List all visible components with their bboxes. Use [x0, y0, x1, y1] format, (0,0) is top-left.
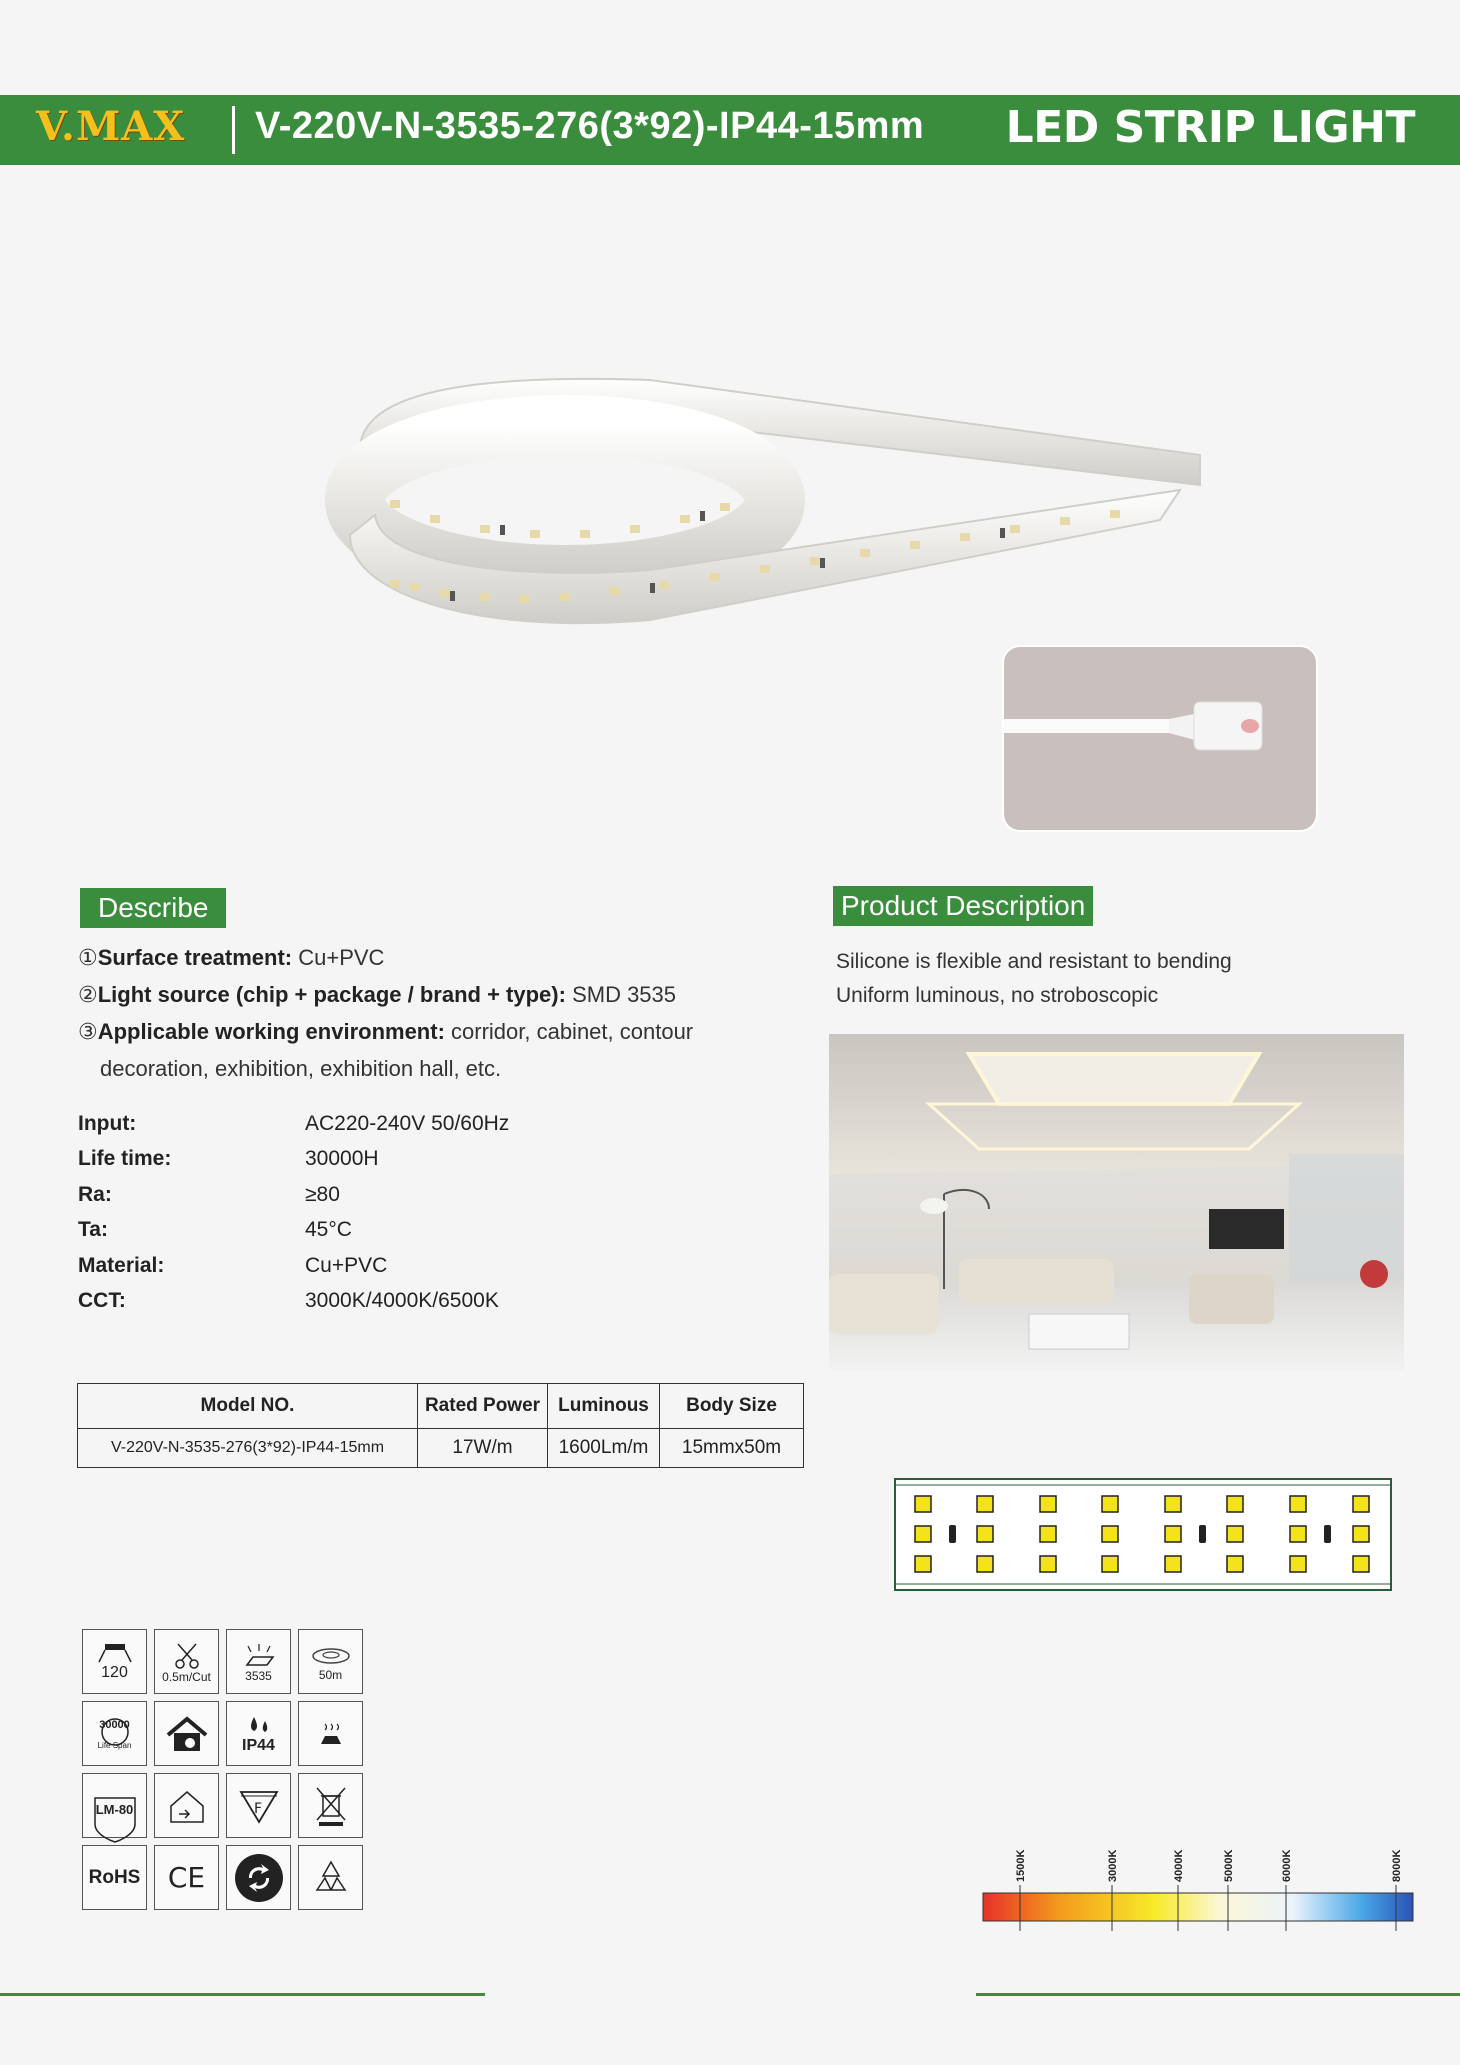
led-chip — [1102, 1496, 1118, 1512]
led-chip — [1353, 1556, 1369, 1572]
model-table-header — [78, 1384, 804, 1429]
connector-photo — [1002, 645, 1318, 832]
indoor-use-icon — [154, 1773, 219, 1838]
f-mark-icon — [226, 1773, 291, 1838]
cct-tick-label: 4000K — [1173, 1849, 1185, 1882]
cct-tick-label: 3000K — [1107, 1849, 1119, 1882]
resistor — [1199, 1525, 1206, 1543]
waterproof-icon — [226, 1701, 291, 1766]
led-chip — [1227, 1556, 1243, 1572]
product-description-text — [836, 945, 1232, 1013]
living-room-photo — [829, 1034, 1404, 1370]
life-hours: 30000 — [99, 1719, 130, 1731]
spec-label: Input: — [78, 1111, 137, 1135]
led-chip — [1102, 1556, 1118, 1572]
item-value: Cu+PVC — [292, 945, 385, 970]
footer-line-right — [976, 1993, 1460, 1996]
chip-3535-icon — [226, 1629, 291, 1694]
led-chip — [977, 1556, 993, 1572]
spec-row — [78, 1177, 509, 1213]
spec-label: Ta: — [78, 1218, 108, 1242]
led-chip — [1353, 1496, 1369, 1512]
product-description-line: Uniform luminous, no stroboscopic — [836, 984, 1159, 1007]
describe-item-3 — [78, 1019, 778, 1056]
spec-row — [78, 1248, 509, 1284]
ip-rating: IP44 — [242, 1736, 275, 1754]
spec-row — [78, 1284, 509, 1320]
item-number: ① — [78, 945, 98, 970]
spec-row — [78, 1213, 509, 1249]
cct-tick-label: 8000K — [1391, 1849, 1403, 1882]
rohs-icon — [82, 1845, 147, 1910]
green-dot-icon — [226, 1845, 291, 1910]
led-chip — [915, 1556, 931, 1572]
weee-bin-icon — [298, 1773, 363, 1838]
reel-length-icon — [298, 1629, 363, 1694]
header-model-no: Model NO. — [78, 1384, 418, 1429]
product-description-tag: Product Description — [833, 886, 1093, 926]
led-chip — [977, 1496, 993, 1512]
header-rated-power: Rated Power — [418, 1384, 548, 1429]
scissors-icon — [154, 1629, 219, 1694]
table-row — [78, 1429, 804, 1468]
beam-angle-value: 120 — [101, 1663, 128, 1681]
item-value: SMD 3535 — [565, 982, 677, 1007]
feature-icons-grid — [82, 1629, 363, 1910]
header-divider — [232, 106, 235, 154]
spec-row — [78, 1106, 509, 1142]
heat-resistant-icon — [298, 1701, 363, 1766]
spec-table — [78, 1106, 509, 1319]
reel-length: 50m — [318, 1667, 343, 1682]
life-span-label: Life Span — [97, 1741, 132, 1750]
ce-text: CE — [167, 1861, 206, 1894]
led-chip — [915, 1496, 931, 1512]
item-label: Surface treatment: — [97, 945, 293, 970]
led-chip — [1165, 1496, 1181, 1512]
led-chip — [1040, 1556, 1056, 1572]
item-number: ③ — [78, 1019, 98, 1044]
cct-tick-label: 5000K — [1223, 1849, 1235, 1882]
chip-value: 3535 — [245, 1668, 272, 1683]
led-chip — [1227, 1526, 1243, 1542]
led-chip — [1227, 1496, 1243, 1512]
led-chip — [1290, 1496, 1306, 1512]
ce-mark-icon — [154, 1845, 219, 1910]
spec-value: AC220-240V 50/60Hz — [305, 1111, 510, 1135]
led-strip-photo — [320, 365, 1220, 665]
cct-color-scale — [980, 1830, 1420, 1935]
beam-angle-icon — [82, 1629, 147, 1694]
led-chip — [1165, 1526, 1181, 1542]
spec-value: ≥80 — [305, 1182, 340, 1206]
footer-line-left — [0, 1993, 485, 1996]
led-chip — [1290, 1556, 1306, 1572]
item-label: Applicable working environment: — [97, 1019, 445, 1044]
svg-text:F: F — [253, 1800, 262, 1817]
cell-rated-power: 17W/m — [418, 1429, 548, 1468]
model-table — [77, 1383, 804, 1468]
spec-label: Ra: — [78, 1182, 112, 1206]
cell-luminous: 1600Lm/m — [548, 1429, 660, 1468]
item-value: corridor, cabinet, contour — [444, 1019, 694, 1044]
product-type-title: LED STRIP LIGHT — [1005, 102, 1415, 153]
item-label: Light source (chip + package / brand + type): — [97, 982, 566, 1007]
spec-label: Life time: — [78, 1147, 172, 1171]
header-body-size: Body Size — [660, 1384, 804, 1429]
item-number: ② — [78, 982, 98, 1007]
led-chip — [1040, 1496, 1056, 1512]
spec-value: 45°C — [305, 1218, 352, 1242]
spec-row — [78, 1142, 509, 1178]
led-chip — [1165, 1556, 1181, 1572]
spec-value: 30000H — [305, 1147, 379, 1171]
indoor-home-icon — [154, 1701, 219, 1766]
describe-item-3-continued: decoration, exhibition, exhibition hall, etc. — [100, 1056, 502, 1081]
rohs-text: RoHS — [88, 1866, 141, 1888]
cell-body-size: 15mmx50m — [660, 1429, 804, 1468]
header-luminous: Luminous — [548, 1384, 660, 1429]
brand-logo: V.MAX — [36, 103, 186, 150]
led-layout-diagram — [893, 1477, 1393, 1592]
describe-item-1 — [78, 945, 778, 982]
resistor — [1324, 1525, 1331, 1543]
resistor — [949, 1525, 956, 1543]
led-chip — [915, 1526, 931, 1542]
describe-list — [78, 945, 778, 1093]
spec-label: CCT: — [78, 1289, 126, 1313]
lm80-text: LM-80 — [95, 1802, 134, 1817]
describe-item-2 — [78, 982, 778, 1019]
recycle-icon — [298, 1845, 363, 1910]
led-chip — [1102, 1526, 1118, 1542]
cct-tick-label: 6000K — [1281, 1849, 1293, 1882]
led-chip — [1040, 1526, 1056, 1542]
led-chip — [1290, 1526, 1306, 1542]
life-span-icon — [82, 1701, 147, 1766]
led-chip — [1353, 1526, 1369, 1542]
cct-tick-label: 1500K — [1015, 1849, 1027, 1882]
led-chip — [977, 1526, 993, 1542]
lm80-badge-icon — [82, 1773, 147, 1838]
cut-length: 0.5m/Cut — [162, 1669, 211, 1684]
spec-value: 3000K/4000K/6500K — [305, 1289, 499, 1313]
spec-value: Cu+PVC — [305, 1253, 388, 1277]
model-title: V-220V-N-3535-276(3*92)-IP44-15mm — [255, 105, 925, 147]
describe-tag: Describe — [80, 888, 226, 928]
cell-model-no: V-220V-N-3535-276(3*92)-IP44-15mm — [78, 1429, 418, 1468]
product-description-line: Silicone is flexible and resistant to bending — [836, 950, 1232, 973]
spec-label: Material: — [78, 1253, 165, 1277]
